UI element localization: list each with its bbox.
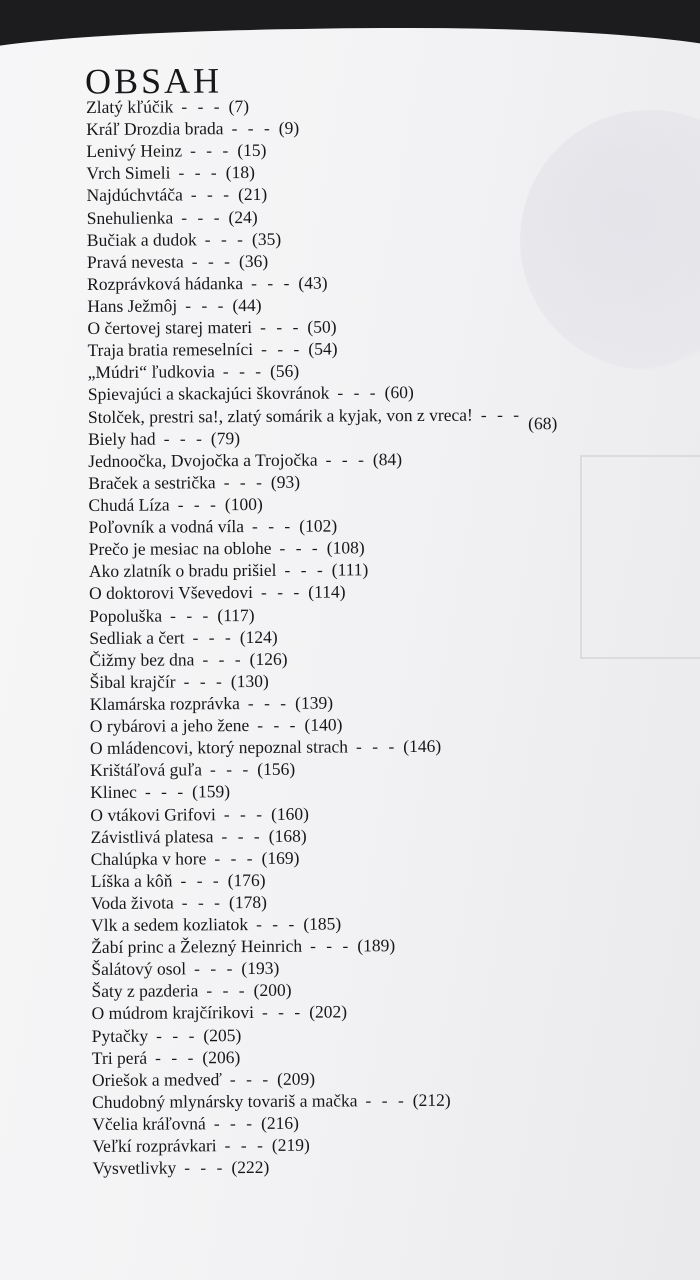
entry-page-number: (35) [251,228,282,249]
entry-page-number: (159) [192,781,231,802]
entry-separator: - - - [178,162,220,183]
entry-page-number: (156) [257,759,296,780]
entry-page-number: (219) [271,1134,310,1156]
entry-separator: - - - [260,316,302,338]
entry-title: Závistlivá platesa [90,825,214,847]
entry-title: Stolček, prestri sa!, zlatý somárik a kyjak, von z vreca! [87,404,473,427]
entry-separator: - - - [202,648,244,670]
entry-title: Šaty z pazderia [91,980,199,1002]
entry-separator: - - - [247,692,290,713]
entry-page-number: (193) [241,958,280,979]
entry-title: Pytačky [91,1025,149,1046]
entry-separator: - - - [221,825,263,846]
entry-page-number: (36) [238,250,269,271]
entry-title: Líška a kôň [90,870,173,891]
entry-title: Chudobný mlynársky tovariš a mačka [92,1090,358,1112]
entry-title: Poľovník a vodná víla [88,516,245,538]
entry-page-number: (146) [403,736,442,757]
entry-separator: - - - [155,1047,197,1068]
entry-page-number: (200) [253,980,292,1001]
entry-title: Braček a sestrička [88,472,216,493]
entry-page-number: (126) [249,648,288,669]
toc-entry [92,1154,692,1180]
entry-page-number: (100) [224,493,263,515]
entry-page-number: (117) [217,604,255,625]
entry-page-number: (178) [228,891,267,913]
entry-page-number: (18) [225,162,255,183]
entry-separator: - - - [231,117,273,139]
entry-title: Traja bratia remeselníci [87,339,254,361]
entry-separator: - - - [257,714,299,736]
entry-separator: - - - [337,382,379,403]
entry-page-number: (216) [260,1112,299,1133]
entry-separator: - - - [251,272,293,293]
entry-separator: - - - [261,1002,304,1023]
entry-separator: - - - [251,515,294,537]
entry-page-number: (84) [372,448,403,470]
entry-title: Klinec [90,782,137,803]
entry-separator: - - - [185,295,227,316]
entry-title: Vysvetlivky [92,1157,177,1179]
entry-page-number: (60) [384,382,414,403]
entry-separator: - - - [224,1135,266,1156]
entry-title: Rozprávková hádanka [87,272,244,294]
entry-title: Prečo je mesiac na oblohe [88,538,272,560]
entry-title: O čertovej starej materi [87,317,253,339]
entry-separator: - - - [260,582,303,603]
page-title: OBSAH [84,60,223,102]
entry-page-number: (108) [326,537,365,558]
entry-page-number: (205) [203,1024,242,1045]
entry-separator: - - - [144,781,187,803]
entry-title: Veľkí rozprávkari [92,1135,217,1157]
entry-page-number: (212) [412,1089,451,1110]
entry-title: Šibal krajčír [89,671,176,692]
entry-title: Ako zlatník o bradu prišiel [88,560,277,582]
entry-title: Chudá Líza [88,494,170,515]
entry-separator: - - - [255,913,298,935]
entry-page-number: (140) [304,714,343,735]
entry-separator: - - - [261,338,303,360]
entry-page-number: (56) [270,361,300,382]
entry-separator: - - - [183,671,225,692]
entry-title: Čižmy bez dna [89,649,195,670]
entry-separator: - - - [170,604,212,626]
entry-title: O mládencovi, ktorý nepoznal strach [89,736,349,759]
entry-page-number: (24) [228,206,258,227]
entry-separator: - - - [156,1024,198,1046]
entry-page-number: (176) [227,869,266,890]
entry-page-number: (168) [268,825,307,846]
entry-title: Pravá nevesta [86,251,184,272]
entry-page-number: (15) [237,140,267,161]
entry-page-number: (160) [270,803,309,824]
entry-title: Lenivý Heinz [86,140,183,162]
entry-title: „Múdri“ ľudkovia [87,361,215,383]
entry-title: Jednoočka, Dvojočka a Trojočka [88,449,318,471]
entry-separator: - - - [223,471,265,493]
entry-title: Vrch Simeli [86,162,171,184]
entry-title: O múdrom krajčírikovi [91,1002,254,1024]
entry-page-number: (114) [308,581,346,603]
entry-page-number: (185) [303,913,342,934]
entry-page-number: (9) [278,117,300,138]
entry-page-number: (202) [309,1001,348,1023]
entry-title: Vlk a sedem kozliatok [91,914,249,936]
entry-separator: - - - [181,206,223,227]
entry-title: Kráľ Drozdia brada [86,118,224,140]
entry-separator: - - - [214,847,256,868]
entry-separator: - - - [222,361,265,382]
entry-separator: - - - [181,892,224,913]
entry-separator: - - - [279,537,321,559]
entry-separator: - - - [209,759,252,780]
entry-page-number: (102) [299,515,338,536]
entry-page-number: (43) [298,272,328,293]
entry-title: Hans Ježmôj [87,295,178,316]
entry-page-number: (7) [228,96,250,117]
entry-title: O doktorovi Vševedovi [88,582,254,604]
entry-page-number: (222) [231,1157,270,1178]
entry-title: O rybárovi a jeho žene [89,715,250,737]
entry-separator: - - - [184,1157,226,1178]
entry-page-number: (68) [528,412,558,433]
entry-page-number: (79) [210,427,241,448]
entry-page-number: (209) [277,1068,316,1089]
entry-separator: - - - [480,403,523,425]
entry-separator: - - - [192,626,234,647]
entry-page-number: (21) [237,184,268,205]
entry-separator: - - - [204,228,247,249]
entry-title: O vtákovi Grifovi [90,803,216,825]
entry-separator: - - - [190,184,233,205]
entry-separator: - - - [181,96,223,117]
entry-title: Popoluška [89,605,163,626]
entry-page-number: (93) [270,471,301,492]
entry-title: Šalátový osol [91,958,187,980]
entry-separator: - - - [310,935,352,956]
entry-title: Najdúchvtáča [86,184,183,206]
entry-page-number: (130) [230,670,269,691]
entry-separator: - - - [325,449,367,470]
entry-title: Oriešok a medveď [91,1069,222,1090]
entry-title: Krištáľová guľa [90,759,203,781]
entry-separator: - - - [284,559,326,581]
entry-title: Biely had [88,428,156,449]
entry-page-number: (189) [357,935,396,956]
entry-title: Snehulienka [86,207,174,228]
entry-title: Voda života [90,892,174,913]
entry-page-number: (206) [202,1046,241,1068]
entry-page-number: (44) [232,294,262,316]
entry-separator: - - - [223,803,266,824]
entry-separator: - - - [229,1068,272,1089]
entry-page-number: (54) [308,338,338,359]
entry-separator: - - - [163,427,205,449]
entry-title: Tri perá [91,1047,148,1068]
entry-title: Spievajúci a skackajúci škovránok [87,382,330,405]
entry-separator: - - - [177,494,219,515]
entry-separator: - - - [191,250,234,272]
entry-page-number: (124) [239,626,278,647]
entry-separator: - - - [206,980,248,1001]
entry-title: Žabí princ a Železný Heinrich [91,935,303,958]
entry-separator: - - - [213,1113,256,1134]
entry-separator: - - - [355,736,398,757]
entry-title: Klamárska rozprávka [89,693,240,714]
entry-title: Bučiak a dudok [86,228,197,250]
entry-page-number: (169) [261,847,300,868]
entry-separator: - - - [365,1089,407,1111]
entry-title: Zlatý kľúčik [86,96,174,117]
entry-page-number: (50) [307,316,337,337]
entry-title: Chalúpka v hore [90,847,207,869]
entry-page-number: (139) [295,692,334,713]
entry-separator: - - - [180,870,222,891]
entry-title: Sedliak a čert [89,627,185,648]
entry-separator: - - - [194,958,236,979]
entry-page-number: (111) [331,559,369,580]
entry-title: Včelia kráľovná [92,1113,206,1135]
entry-separator: - - - [190,140,232,161]
table-of-contents [86,92,693,1179]
